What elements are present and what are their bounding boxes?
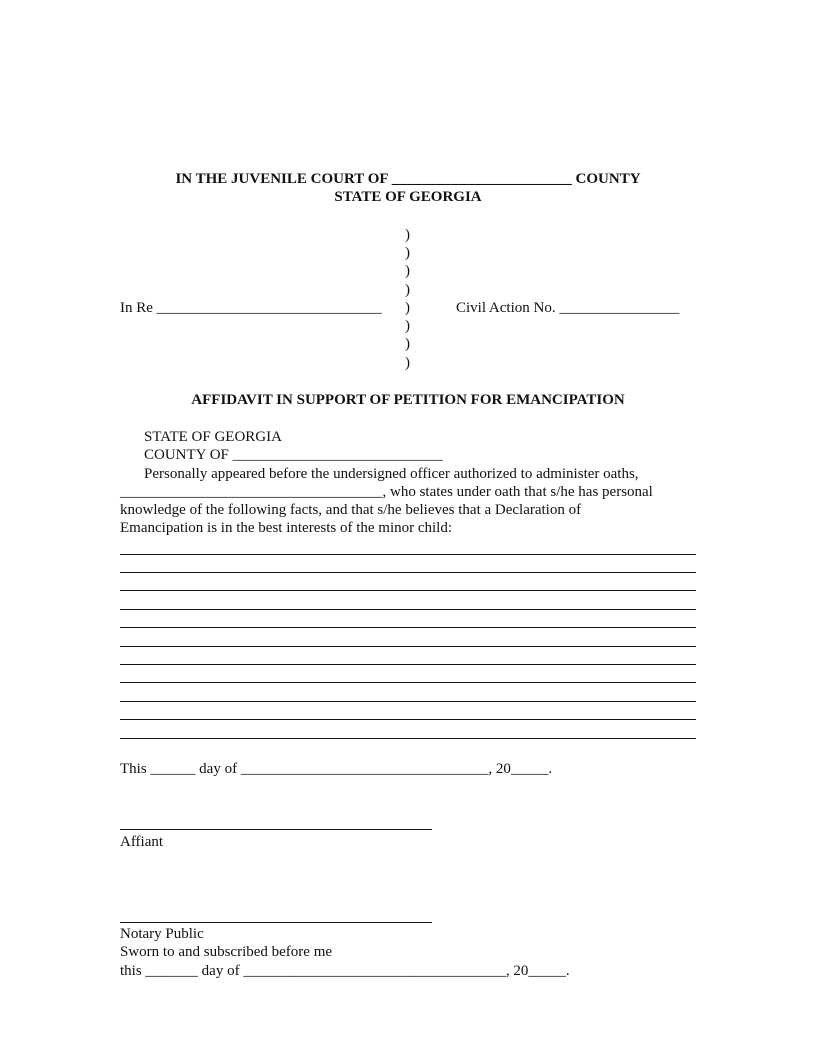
- statement-line[interactable]: [120, 738, 696, 739]
- venue-state: STATE OF GEORGIA: [144, 429, 282, 445]
- state-heading: STATE OF GEORGIA: [334, 189, 482, 205]
- execution-date-field[interactable]: This ______ day of _________________________________, 20_____.: [120, 761, 553, 777]
- in-re-field[interactable]: In Re ______________________________: [120, 300, 382, 316]
- case-bracket: ): [405, 263, 410, 279]
- affiant-name-field[interactable]: ___________________________________, who states under oath that s/he has personal: [120, 484, 653, 500]
- notary-date-field[interactable]: this _______ day of ___________________________________, 20_____.: [120, 963, 570, 979]
- statement-line[interactable]: [120, 719, 696, 720]
- case-bracket: ): [405, 300, 410, 316]
- body-line: Personally appeared before the undersigned officer authorized to administer oaths,: [144, 466, 639, 482]
- case-bracket: ): [405, 227, 410, 243]
- body-line: knowledge of the following facts, and that s/he believes that a Declaration of: [120, 502, 582, 518]
- case-bracket: ): [405, 282, 410, 298]
- statement-line[interactable]: [120, 590, 696, 591]
- civil-action-field[interactable]: Civil Action No. ________________: [456, 300, 680, 316]
- statement-line[interactable]: [120, 682, 696, 683]
- body-line: Emancipation is in the best interests of the minor child:: [120, 520, 453, 536]
- document-title: AFFIDAVIT IN SUPPORT OF PETITION FOR EMANCIPATION: [191, 392, 625, 408]
- statement-line[interactable]: [120, 627, 696, 628]
- venue-county-field[interactable]: COUNTY OF ____________________________: [144, 447, 443, 463]
- statement-line[interactable]: [120, 609, 696, 610]
- statement-line[interactable]: [120, 664, 696, 665]
- statement-line[interactable]: [120, 572, 696, 573]
- affiant-signature-line[interactable]: [120, 829, 432, 830]
- court-heading: IN THE JUVENILE COURT OF ________________________ COUNTY: [175, 171, 641, 187]
- sworn-statement: Sworn to and subscribed before me: [120, 944, 333, 960]
- notary-signature-line[interactable]: [120, 922, 432, 923]
- case-bracket: ): [405, 245, 410, 261]
- affiant-label: Affiant: [120, 834, 164, 850]
- case-bracket: ): [405, 318, 410, 334]
- case-bracket: ): [405, 336, 410, 352]
- case-bracket: ): [405, 355, 410, 371]
- statement-line[interactable]: [120, 554, 696, 555]
- statement-line[interactable]: [120, 646, 696, 647]
- notary-label: Notary Public: [120, 926, 204, 942]
- statement-line[interactable]: [120, 701, 696, 702]
